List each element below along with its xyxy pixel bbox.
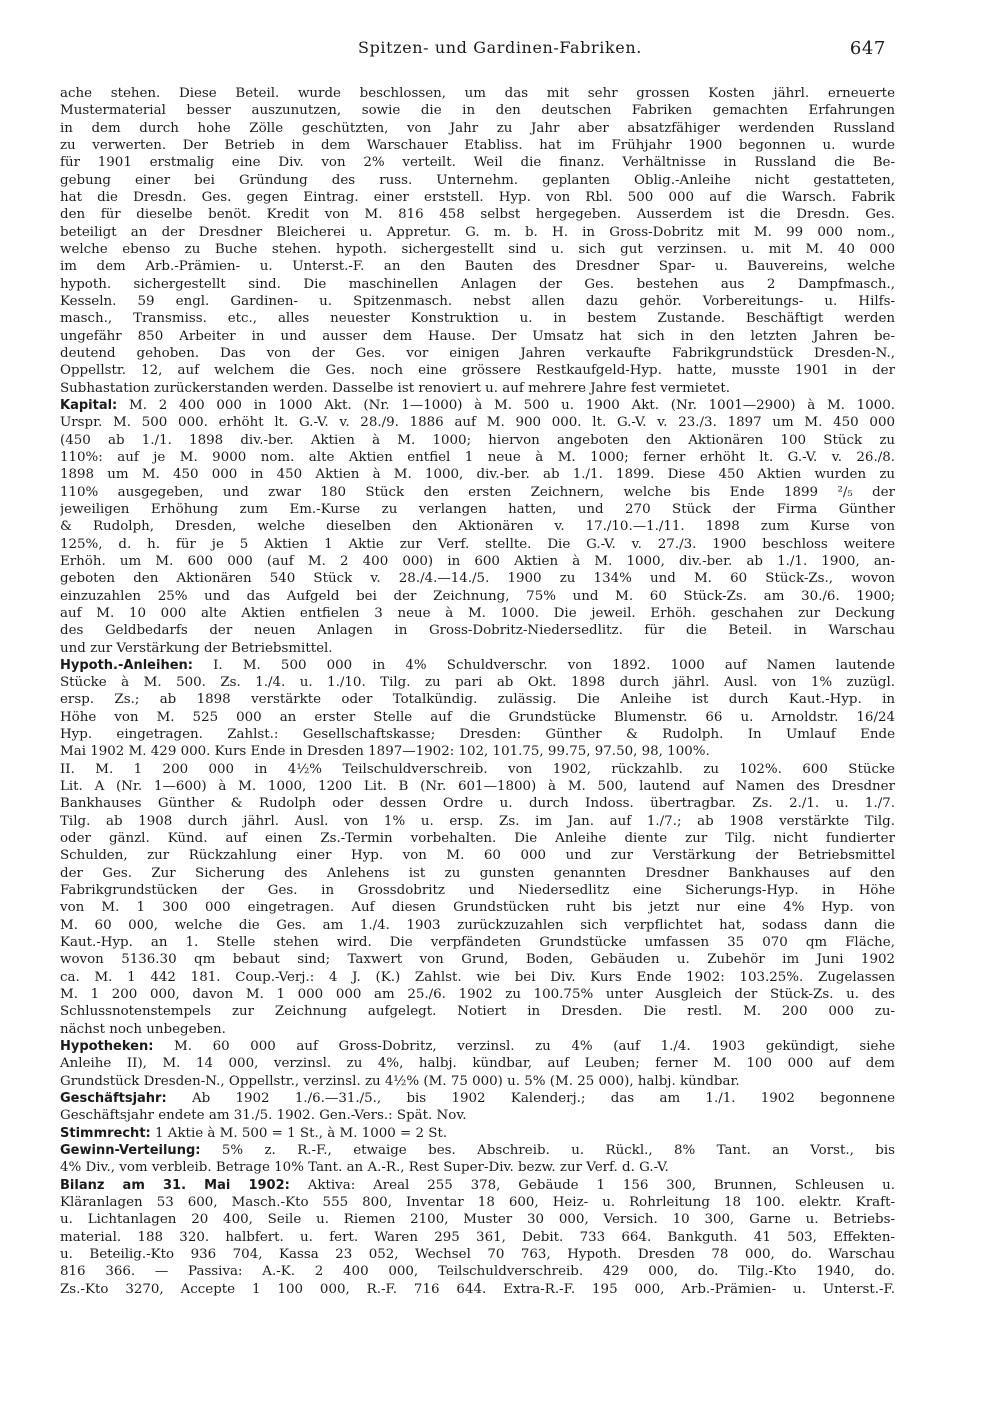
- line-text: Subhastation zurückerstanden werden. Dasselbe ist renoviert u. auf mehrere Jahre fest vermietet.: [60, 380, 730, 396]
- line-text: welche ebenso zu Buche stehen. hypoth. sichergestellt sind u. sich gut verzinsen. u. mit M. 40 000: [60, 241, 895, 257]
- line-text: & Rudolph, Dresden, welche dieselben den Aktionären v. 17./10.—1./11. 1898 zum Kurse von: [60, 519, 895, 535]
- text-line: [60, 102, 895, 119]
- text-line: [60, 1194, 895, 1211]
- text-line: [60, 484, 895, 501]
- text-line: [60, 1021, 895, 1038]
- line-text: gebung einer bei Gründung des russ. Unternehm. geplanten Oblig.-Anleihe nicht gestatteten,: [60, 172, 895, 188]
- text-line: [60, 553, 895, 570]
- line-text: des Geldbedarfs der neuen Anlagen in Gross-Dobritz-Niedersedlitz. für die Beteil. in Warschau: [60, 623, 895, 639]
- line-text: 816 366. — Passiva: A.-K. 2 400 000, Teilschuldverschreib. 429 000, do. Tilg.-Kto 1940, do.: [60, 1264, 895, 1280]
- line-text: Kaut.-Hyp. an 1. Stelle stehen wird. Die verpfändeten Grundstücke umfassen 35 070 qm Fläche,: [60, 935, 895, 951]
- line-text: Schlussnotenstempels zur Zeichnung aufgelegt. Notiert in Dresden. Die restl. M. 200 000 zu-: [60, 1004, 895, 1020]
- text-line: [60, 899, 895, 916]
- line-text: 110% ausgegeben, und zwar 180 Stück den ersten Zeichnern, welche bis Ende 1899 ²/₅ der: [60, 484, 895, 500]
- line-text: Ab 1902 1./6.—31./5., bis 1902 Kalenderj.; das am 1./1. 1902 begonnene: [191, 1091, 895, 1107]
- text-line: [60, 969, 895, 986]
- text-line: [60, 570, 895, 587]
- text-line: [60, 934, 895, 951]
- text-line: [60, 795, 895, 812]
- line-text: ersp. Zs.; ab 1898 verstärkte oder Totalkündig. zulässig. Die Anleihe ist durch Kaut.-Hyp. in: [60, 692, 895, 708]
- text-line: [60, 137, 895, 154]
- line-text: 5% z. R.-F., etwaige bes. Abschreib. u. Rückl., 8% Tant. an Vorst., bis: [221, 1143, 895, 1159]
- line-text: deutend gehoben. Das von der Ges. vor einigen Jahren verkaufte Fabrikgrundstück Dresden-N.,: [60, 345, 895, 361]
- text-line: [60, 778, 895, 795]
- text-line: [60, 380, 895, 397]
- line-text: Schulden, zur Rückzahlung einer Hyp. von M. 60 000 und zur Verstärkung der Betriebsmittel: [60, 848, 895, 864]
- line-text: u. Beteilig.-Kto 936 704, Kassa 23 052, Wechsel 70 763, Hypoth. Dresden 78 000, do. Warschau: [60, 1246, 895, 1262]
- text-line: [60, 882, 895, 899]
- text-line: [60, 501, 895, 518]
- line-text: 1898 um M. 450 000 in 450 Aktien à M. 1000, div.-ber. ab 1./1. 1899. Diese 450 Aktien wurden zu: [60, 467, 895, 483]
- text-line: [60, 241, 895, 258]
- page-number: 647: [849, 38, 886, 59]
- text-line: [60, 466, 895, 483]
- line-text: jeweiligen Erhöhung zum Em.-Kurse zu verlangen hatten, und 270 Stück der Firma Günther: [60, 501, 895, 517]
- text-line: [60, 1107, 895, 1124]
- text-line: [60, 432, 895, 449]
- section-label: Hypoth.-Anleihen:: [60, 657, 193, 673]
- line-text: Fabrikgrundstücken der Ges. in Grossdobritz und Niedersedlitz eine Sicherungs-Hyp. in Höhe: [60, 883, 895, 899]
- line-text: wovon 5136.30 qm bebaut sind; Taxwert von Grund, Boden, Gebäuden u. Zubehör im Juni 1902: [60, 952, 895, 968]
- text-line: [60, 917, 895, 934]
- line-text: Tilg. ab 1908 durch jährl. Ausl. von 1% u. ersp. Zs. im Jan. auf 1./7.; ab 1908 verstärkte Tilg.: [60, 813, 895, 829]
- line-text: Stücke à M. 500. Zs. 1./4. u. 1./10. Tilg. zu pari ab Okt. 1898 durch jährl. Ausl. von 1% zuzügl.: [60, 675, 895, 691]
- text-line: [60, 865, 895, 882]
- line-text: für 1901 erstmalig eine Div. von 2% verteilt. Weil die finanz. Verhältnisse in Russland die Be-: [60, 155, 895, 171]
- text-line: [60, 830, 895, 847]
- text-line: [60, 189, 895, 206]
- line-text: Urspr. M. 500 000. erhöht lt. G.-V. v. 28./9. 1886 auf M. 900 000. lt. G.-V. v. 23./3. 1897 um M. 450 000: [60, 415, 895, 431]
- line-text: oder gänzl. Künd. auf einen Zs.-Termin vorbehalten. Die Anleihe diente zur Tilg. nicht fundierter: [60, 831, 895, 847]
- text-line: [60, 847, 895, 864]
- section-label: Gewinn-Verteilung:: [60, 1143, 201, 1159]
- text-line: [60, 258, 895, 275]
- section-label: Bilanz am 31. Mai 1902:: [60, 1177, 290, 1193]
- line-text: Erhöh. um M. 600 000 (auf M. 2 400 000) in 600 Aktien à M. 1000, div.-ber. ab 1./1. 1900, an-: [60, 553, 895, 569]
- line-text: ca. M. 1 442 181. Coup.-Verj.: 4 J. (K.) Zahlst. wie bei Div. Kurs Ende 1902: 103.25%. Zugelassen: [60, 969, 895, 985]
- line-text: in dem durch hohe Zölle geschützten, von Jahr zu Jahr aber absatzfähiger werdenden Russland: [60, 120, 895, 136]
- line-text: 1 Aktie à M. 500 = 1 St., à M. 1000 = 2 St.: [155, 1125, 448, 1141]
- text-line: [60, 293, 895, 310]
- text-line: [60, 1211, 895, 1228]
- line-text: hat die Dresdn. Ges. gegen Eintrag. einer erststell. Hyp. von Rbl. 500 000 auf die Warsch. Fabrik: [60, 189, 895, 205]
- text-line: [60, 1073, 895, 1090]
- text-line: [60, 657, 895, 674]
- line-text: Lit. A (Nr. 1—600) à M. 1000, 1200 Lit. B (Nr. 601—1800) à M. 500, lautend auf Namen des Dresdner: [60, 779, 895, 795]
- text-line: [60, 1090, 895, 1107]
- section-label: Geschäftsjahr:: [60, 1091, 167, 1107]
- text-line: [60, 951, 895, 968]
- line-text: Anleihe II), M. 14 000, verzinsl. zu 4%, halbj. kündbar, auf Leuben; ferner M. 100 000 auf dem: [60, 1056, 895, 1072]
- text-line: [60, 120, 895, 137]
- text-line: [60, 726, 895, 743]
- body-text: [60, 85, 895, 1298]
- line-text: u. Lichtanlagen 20 400, Seile u. Riemen 2100, Muster 30 000, Versich. 10 300, Garne u. Betriebs-: [60, 1212, 895, 1228]
- text-line: [60, 1229, 895, 1246]
- line-text: Höhe von M. 525 000 an erster Stelle auf die Grundstücke Blumenstr. 66 u. Arnoldstr. 16/24: [60, 709, 895, 725]
- line-text: Zs.-Kto 3270, Accepte 1 100 000, R.-F. 716 644. Extra-R.-F. 195 000, Arb.-Prämien- u. Unterst.-F.: [60, 1281, 895, 1297]
- line-text: geboten den Aktionären 540 Stück v. 28./4.—14./5. 1900 zu 134% und M. 60 Stück-Zs., wovon: [60, 571, 895, 587]
- text-line: [60, 414, 895, 431]
- line-text: Kesseln. 59 engl. Gardinen- u. Spitzenmasch. nebst allen dazu gehör. Vorbereitungs- u. Hilfs-: [60, 293, 895, 309]
- line-text: Mustermaterial besser auszunutzen, sowie die in den deutschen Fabriken gemachten Erfahrungen: [60, 103, 895, 119]
- line-text: masch., Transmiss. etc., alles neuester Konstruktion u. in bestem Zustande. Beschäftigt werden: [60, 311, 895, 327]
- running-head: Spitzen- und Gardinen-Fabriken.: [358, 38, 642, 57]
- text-line: [60, 449, 895, 466]
- text-line: [60, 1055, 895, 1072]
- section-label: Hypotheken:: [60, 1039, 154, 1055]
- line-text: den für dieselbe benöt. Kredit von M. 816 458 selbst hergegeben. Ausserdem ist die Dresdn. Ges.: [60, 207, 895, 223]
- text-line: [60, 813, 895, 830]
- line-text: ache stehen. Diese Beteil. wurde beschlossen, um das mit sehr grossen Kosten jährl. erneuerte: [60, 86, 895, 101]
- text-line: [60, 362, 895, 379]
- line-text: M. 2 400 000 in 1000 Akt. (Nr. 1—1000) à M. 500 u. 1900 Akt. (Nr. 1001—2900) à M. 1000.: [129, 397, 895, 413]
- line-text: M. 1 200 000, davon M. 1 000 000 am 25./6. 1902 zu 100.75% unter Ausgleich der Stück-Zs. u. des: [60, 987, 895, 1003]
- line-text: I. M. 500 000 in 4% Schuldverschr. von 1892. 1000 auf Namen lautende: [213, 657, 895, 673]
- line-text: nächst noch unbegeben.: [60, 1021, 226, 1037]
- line-text: hypoth. sichergestellt sind. Die maschinellen Anlagen der Ges. bestehen aus 2 Dampfmasch.,: [60, 276, 895, 292]
- text-line: [60, 328, 895, 345]
- text-line: [60, 518, 895, 535]
- text-line: [60, 1281, 895, 1298]
- text-line: [60, 674, 895, 691]
- text-line: [60, 709, 895, 726]
- line-text: von M. 1 300 000 eingetragen. Auf diesen Grundstücken ruht bis jetzt nur eine 4% Hyp. von: [60, 900, 895, 916]
- line-text: 125%, d. h. für je 5 Aktien 1 Aktie zur Verf. stellte. Die G.-V. v. 27./3. 1900 beschloss weitere: [60, 536, 895, 552]
- text-line: [60, 1125, 895, 1142]
- line-text: im dem Arb.-Prämien- u. Unterst.-F. an den Bauten des Dresdner Spar- u. Bauvereins, welche: [60, 259, 895, 275]
- text-line: [60, 85, 895, 102]
- line-text: Geschäftsjahr endete am 31./5. 1902. Gen.-Vers.: Spät. Nov.: [60, 1108, 467, 1124]
- text-line: [60, 1003, 895, 1020]
- text-line: [60, 761, 895, 778]
- line-text: einzuzahlen 25% und das Aufgeld bei der Zeichnung, 75% und M. 60 Stück-Zs. am 30./6. 1900;: [60, 588, 895, 604]
- text-line: [60, 1177, 895, 1194]
- text-line: [60, 1038, 895, 1055]
- line-text: II. M. 1 200 000 in 4½% Teilschuldverschreib. von 1902, rückzahlb. zu 102%. 600 Stücke: [60, 761, 895, 777]
- line-text: beteiligt an der Dresdner Bleicherei u. Appretur. G. m. b. H. in Gross-Dobritz mit M. 99 000 nom.,: [60, 224, 895, 240]
- text-line: [60, 986, 895, 1003]
- text-line: [60, 224, 895, 241]
- line-text: Oppellstr. 12, auf welchem die Ges. noch eine grössere Restkaufgeld-Hyp. hatte, musste 1901 in der: [60, 363, 895, 379]
- line-text: 110%: auf je M. 9000 nom. alte Aktien entfiel 1 neue à M. 1000; ferner erhöht lt. G.-V. v. 26./8.: [60, 449, 895, 465]
- text-line: [60, 345, 895, 362]
- text-line: [60, 640, 895, 657]
- line-text: M. 60 000 auf Gross-Dobritz, verzinsl. zu 4% (auf 1./4. 1903 gekündigt, siehe: [174, 1039, 895, 1055]
- line-text: Kläranlagen 53 600, Masch.-Kto 555 800, Inventar 18 600, Heiz- u. Rohrleitung 18 100. elektr. Kraft-: [60, 1195, 895, 1210]
- text-line: [60, 1142, 895, 1159]
- text-line: [60, 588, 895, 605]
- text-line: [60, 1263, 895, 1280]
- line-text: auf M. 10 000 alte Aktien entfielen 3 neue à M. 1000. Die jeweil. Erhöh. geschahen zur Deckung: [60, 605, 895, 621]
- section-label: Kapital:: [60, 397, 118, 413]
- line-text: Bankhauses Günther & Rudolph oder dessen Ordre u. durch Indoss. übertragbar. Zs. 2./1. u. 1./7.: [60, 796, 895, 812]
- text-line: [60, 154, 895, 171]
- line-text: ungefähr 850 Arbeiter in und ausser dem Hause. Der Umsatz hat sich in den letzten Jahren be-: [60, 328, 895, 344]
- text-line: [60, 172, 895, 189]
- text-line: [60, 397, 895, 414]
- line-text: M. 60 000, welche die Ges. am 1./4. 1903 zurückzuzahlen sich verpflichtet hat, sodass dann die: [60, 917, 895, 933]
- text-line: [60, 536, 895, 553]
- line-text: der Ges. Zur Sicherung des Anlehens ist zu gunsten genannten Dresdner Bankhauses auf den: [60, 865, 895, 881]
- line-text: material. 188 320. halbfert. u. fert. Waren 295 361, Debit. 733 664. Bankguth. 41 503, Effekten-: [60, 1229, 895, 1245]
- text-line: [60, 1246, 895, 1263]
- line-text: und zur Verstärkung der Betriebsmittel.: [60, 640, 333, 656]
- text-line: [60, 622, 895, 639]
- text-line: [60, 743, 895, 760]
- line-text: (450 ab 1./1. 1898 div.-ber. Aktien à M. 1000; hiervon angeboten den Aktionären 100 Stück zu: [60, 432, 895, 448]
- line-text: Hyp. eingetragen. Zahlst.: Gesellschaftskasse; Dresden: Günther & Rudolph. In Umlauf Ende: [60, 727, 895, 743]
- text-line: [60, 691, 895, 708]
- section-label: Stimmrecht:: [60, 1125, 151, 1141]
- text-line: [60, 605, 895, 622]
- line-text: Grundstück Dresden-N., Oppellstr., verzinsl. zu 4½% (M. 75 000) u. 5% (M. 25 000), halbj. kündbar.: [60, 1073, 740, 1089]
- line-text: zu verwerten. Der Betrieb in dem Warschauer Etabliss. hat im Frühjahr 1900 begonnen u. wurde: [60, 137, 895, 153]
- text-line: [60, 310, 895, 327]
- line-text: 4% Div., vom verbleib. Betrage 10% Tant. an A.-R., Rest Super-Div. bezw. zur Verf. d. G.-V.: [60, 1160, 669, 1176]
- line-text: Mai 1902 M. 429 000. Kurs Ende in Dresden 1897—1902: 102, 101.75, 99.75, 97.50, 98, 100%.: [60, 744, 710, 760]
- line-text: Aktiva: Areal 255 378, Gebäude 1 156 300, Brunnen, Schleusen u.: [307, 1177, 895, 1193]
- text-line: [60, 206, 895, 223]
- text-line: [60, 1159, 895, 1176]
- page-header: [0, 38, 1000, 62]
- text-line: [60, 276, 895, 293]
